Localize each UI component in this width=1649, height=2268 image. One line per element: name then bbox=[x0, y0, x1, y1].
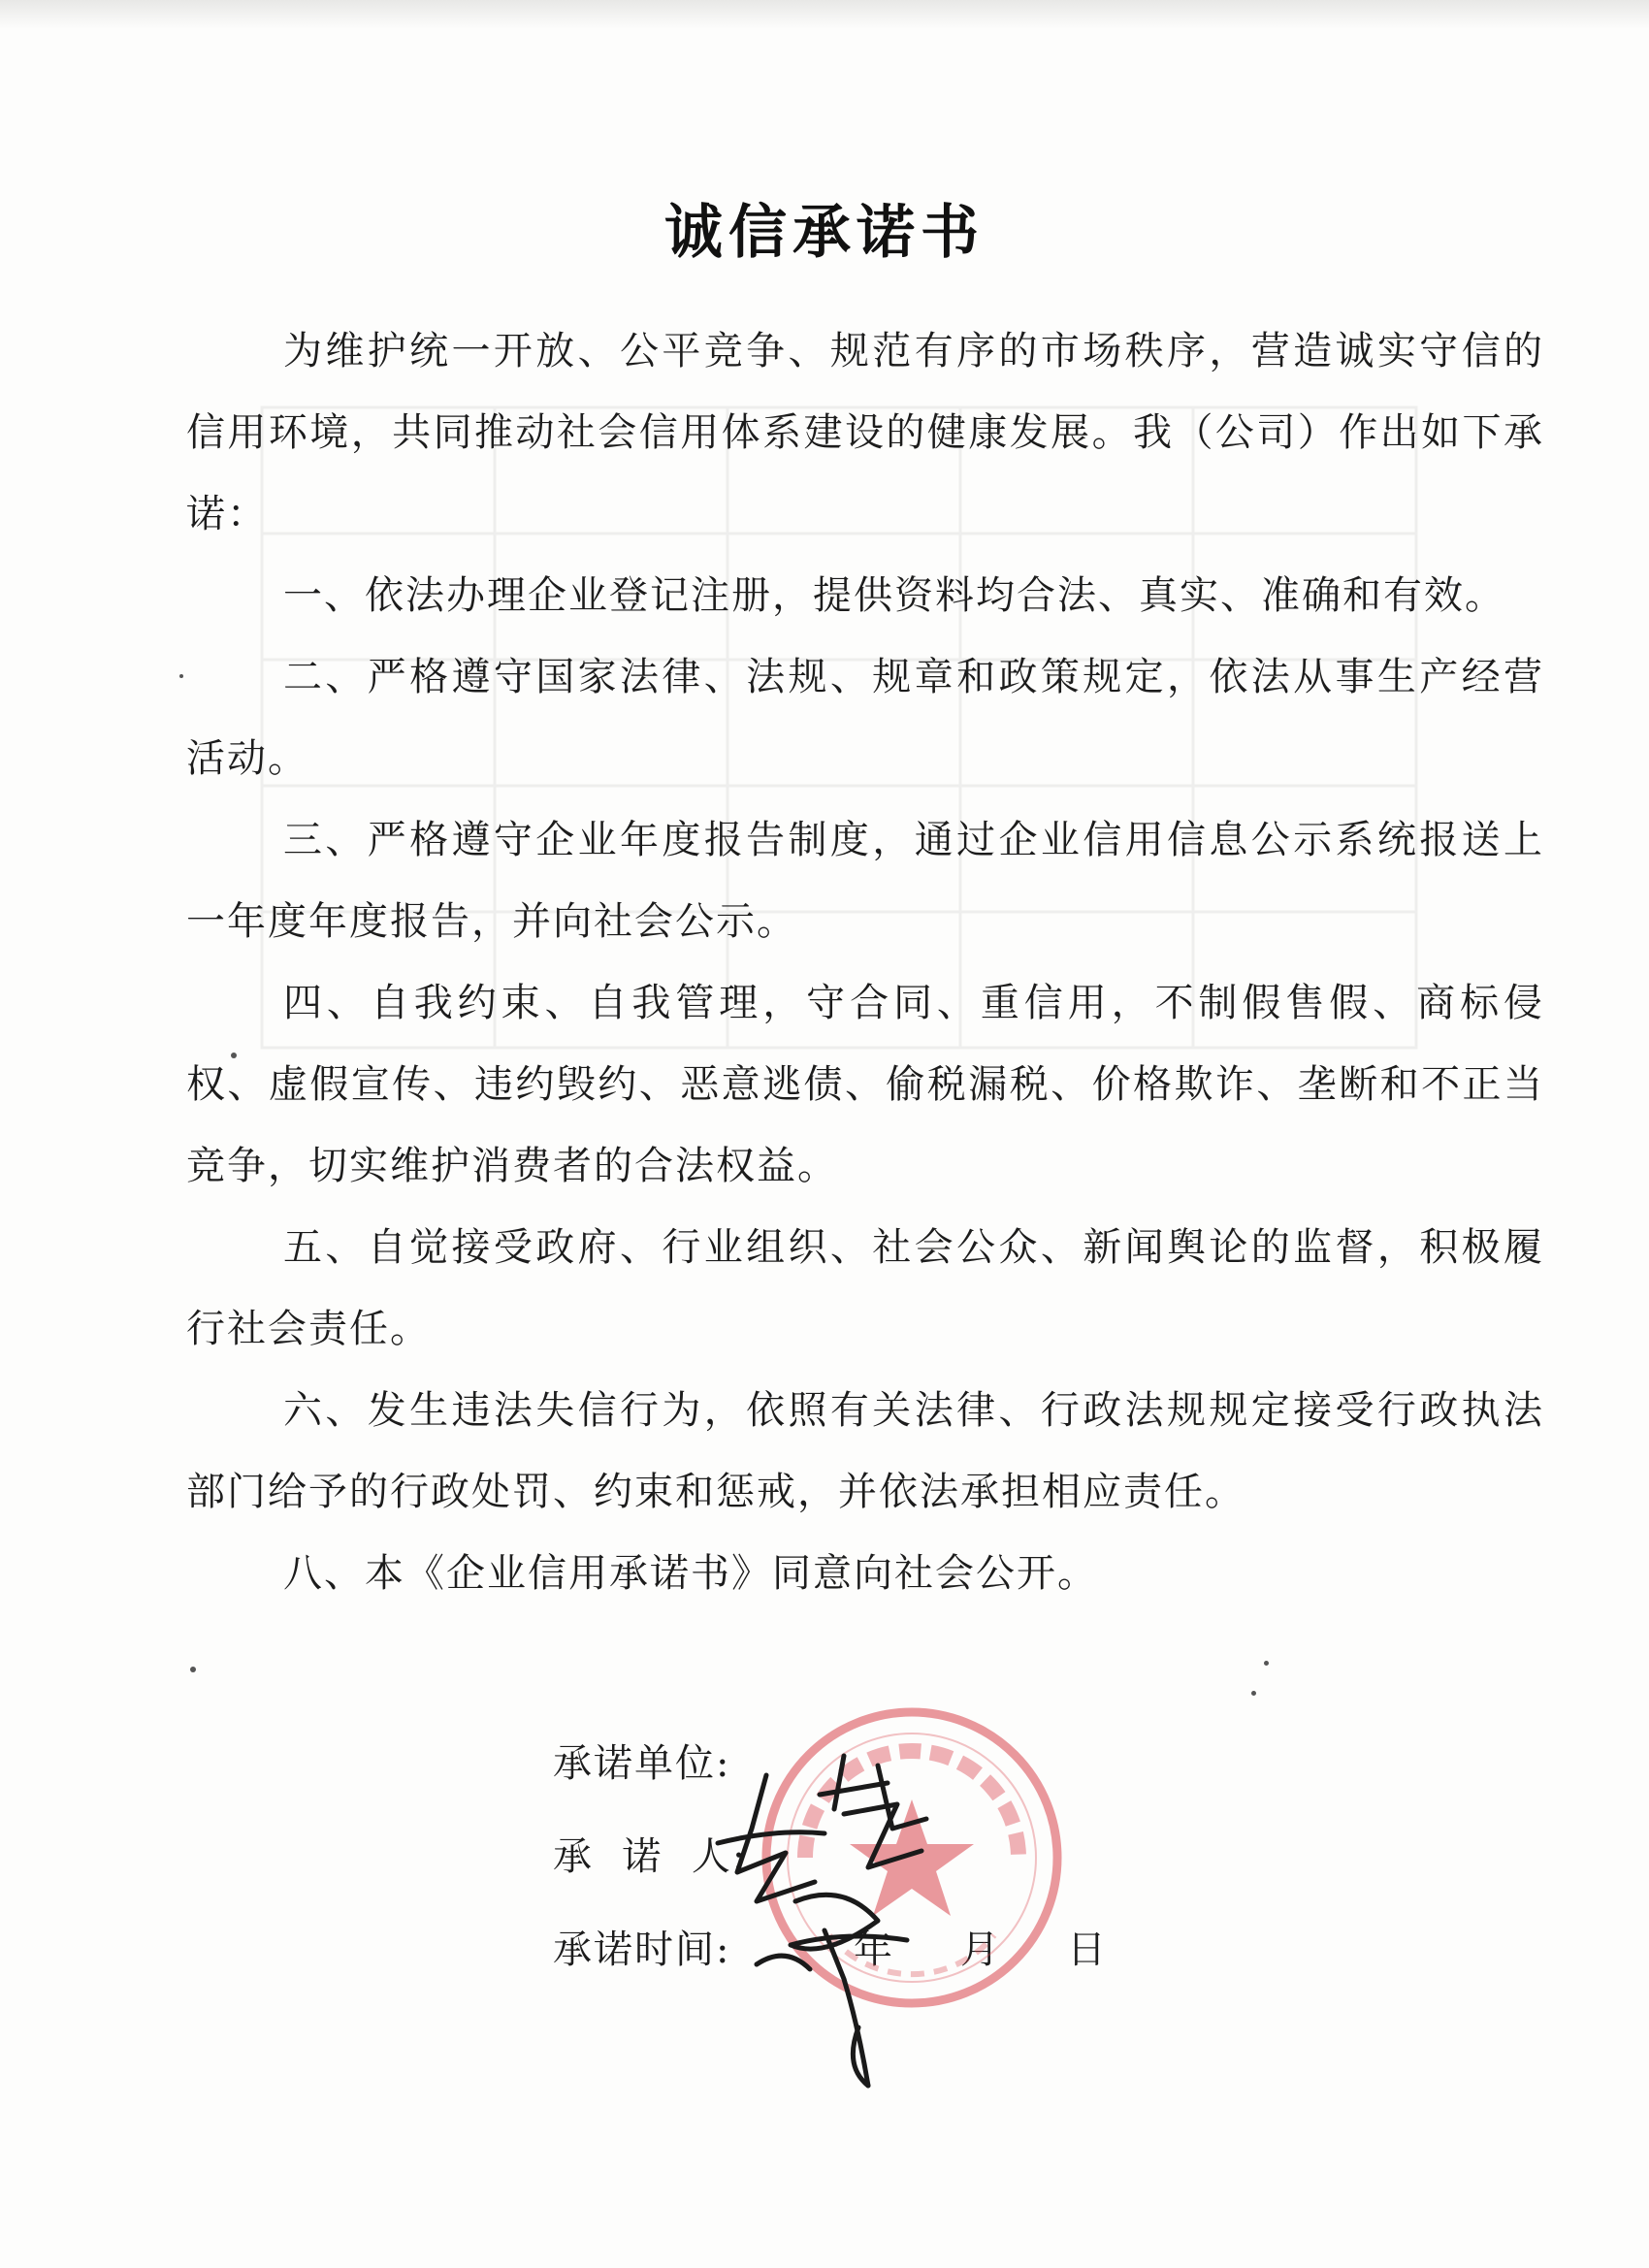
person-label: 承 诺 人: bbox=[553, 1834, 748, 1879]
commitment-item-6: 六、发生违法失信行为，依照有关法律、行政法规规定接受行政执法部门给予的行政处罚、约束和惩戒，并依法承担相应责任。 bbox=[186, 1388, 1544, 1514]
scan-speck bbox=[1251, 1691, 1256, 1696]
scan-speck bbox=[231, 1053, 237, 1058]
scan-speck bbox=[1264, 1661, 1269, 1666]
document-title: 诚信承诺书 bbox=[664, 199, 985, 267]
scan-edge bbox=[0, 0, 1649, 29]
scan-speck bbox=[179, 674, 183, 678]
commitment-item-4: 四、自我约束、自我管理，守合同、重信用，不制假售假、商标侵权、虚假宣传、违约毁约、恶意逃债、偷税漏税、价格欺诈、垄断和不正当竞争，切实维护消费者的合法权益。 bbox=[186, 981, 1544, 1188]
scan-speck bbox=[190, 1667, 196, 1672]
time-label: 承诺时间: bbox=[553, 1928, 731, 1972]
commitment-item-5: 五、自觉接受政府、行业组织、社会公众、新闻舆论的监督，积极履行社会责任。 bbox=[186, 1225, 1544, 1351]
month-label: 月 bbox=[960, 1928, 1001, 1972]
day-label: 日 bbox=[1067, 1928, 1108, 1972]
commitment-item-2: 二、严格遵守国家法律、法规、规章和政策规定，依法从事生产经营活动。 bbox=[186, 655, 1544, 781]
intro-paragraph: 为维护统一开放、公平竞争、规范有序的市场秩序，营造诚实守信的信用环境，共同推动社会信用体系建设的健康发展。我（公司）作出如下承诺： bbox=[186, 329, 1544, 536]
commitment-item-8: 八、本《企业信用承诺书》同意向社会公开。 bbox=[283, 1551, 1098, 1596]
year-label: 年 bbox=[854, 1928, 894, 1972]
handwritten-signature-icon bbox=[698, 1736, 1009, 2115]
commitment-item-1: 一、依法办理企业登记注册，提供资料均合法、真实、准确和有效。 bbox=[283, 573, 1505, 618]
document-body bbox=[186, 310, 1544, 1614]
unit-label: 承诺单位: bbox=[553, 1741, 731, 1786]
commitment-item-3: 三、严格遵守企业年度报告制度，通过企业信用信息公示系统报送上一年度年度报告，并向社会公示。 bbox=[186, 818, 1544, 944]
